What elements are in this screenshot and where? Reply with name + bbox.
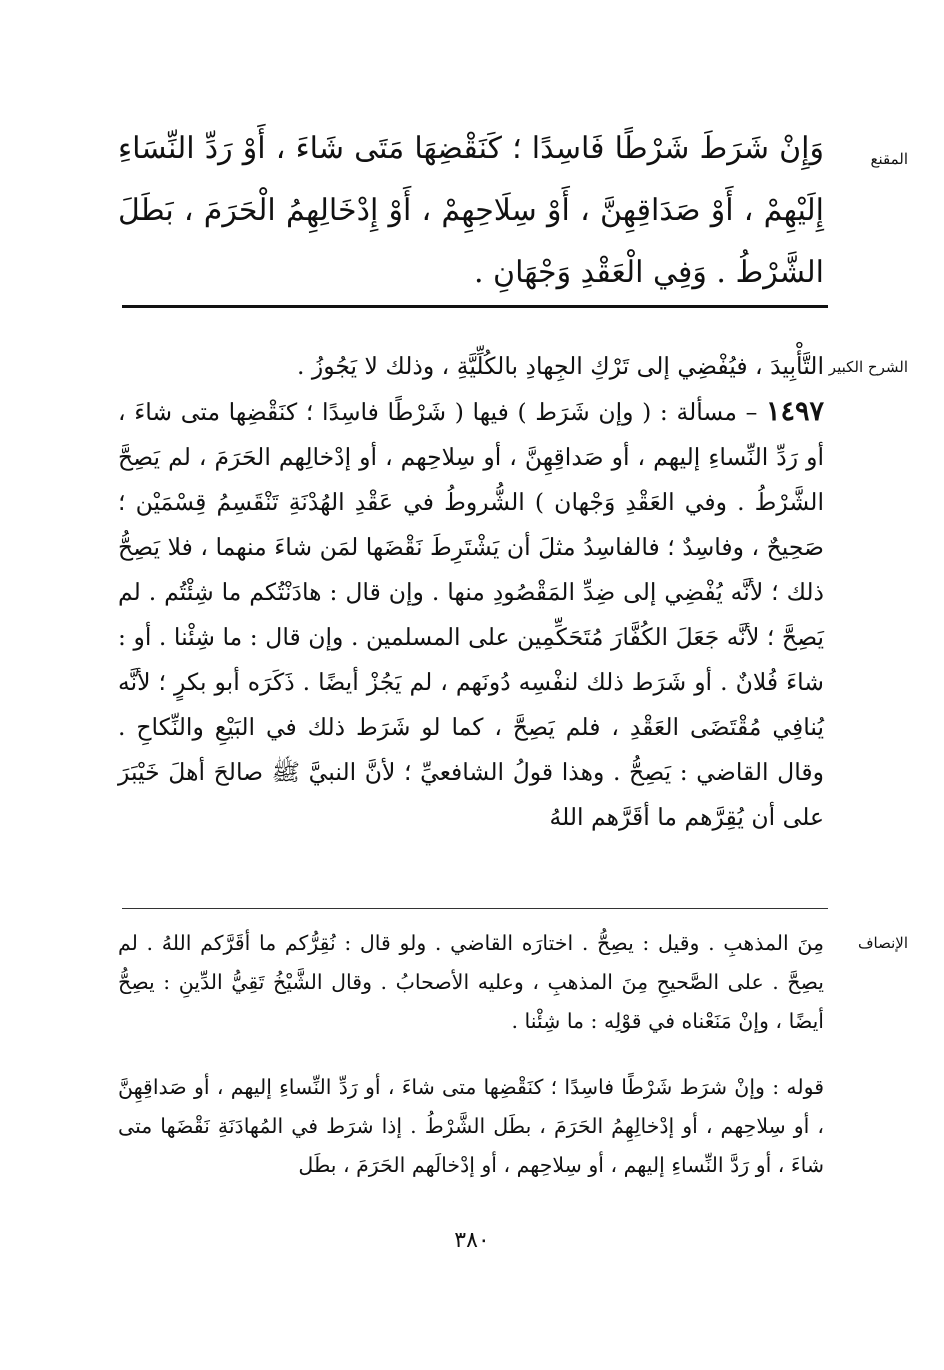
label-sharh: الشرح الكبير	[828, 358, 908, 376]
issue-number: ١٤٩٧	[765, 396, 824, 427]
label-muqni: المقنع	[870, 150, 908, 168]
muqni-text-block	[118, 118, 824, 304]
insaf-paragraph-1: مِنَ المذهبِ . وقيل : يصِحُّ . اختارَه القاضي . ولو قال : نُقِرُّكم ما أقَرَّكم اللهُ . لم يصِحَّ . على الصَّحيحِ مِنَ المذهبِ ، وعليه الأصحابُ . وقال الشَّيْخُ تَقِيُّ الدِّينِ : يصِحُّ أيضًا ، وإنْ مَنَعْناه في قوْلِه : ما شِئْنا .	[118, 931, 824, 1033]
insaf-text-block-1	[118, 924, 824, 1041]
sharh-issue-paragraph	[118, 389, 824, 840]
sharh-opening: التَّأْبِيدَ ، فيُفْضِي إلى تَرْكِ الجِهادِ بالكُلِّيَّةِ ، وذلك لا يَجُوزُ .	[296, 352, 824, 380]
insaf-text-block-2	[118, 1068, 824, 1185]
sharh-text-block	[118, 344, 824, 840]
page-number: ٣٨٠	[454, 1228, 490, 1253]
label-insaf: الإنصاف	[857, 934, 908, 952]
sharh-issue-text: – مسألة : ( وإن شَرَط ) فيها ( شَرْطًا فاسِدًا ؛ كنَقْضِها متى شاءَ ، أو رَدِّ النِّساءِ إليهم ، أو صَداقِهِنَّ ، أو سِلاحِهم ، أو إدْخالِهم الحَرَمَ ، لم يَصِحَّ الشَّرْطُ . وفي العَقْدِ وَجْهان ) الشُّروطُ في عَقْدِ الهُدْنَةِ تَنْقَسِمُ قِسْمَيْن ؛ صَحِيحٌ ، وفاسِدٌ ؛ فالفاسِدُ مثلَ أن يَشْتَرِطَ نَقْضَها لمَن شاءَ منهما ، فلا يَصِحُّ ذلك ؛ لأنَّه يُفْضِي إلى ضِدِّ المَقْصُودِ منها . وإن قال : هادَنْتُكم ما شِئْتُم . لم يَصِحَّ ؛ لأنَّه جَعَلَ الكُفَّارَ مُتَحَكِّمِين على المسلمين . وإن قال : ما شِئْنا . أو : شاءَ فُلانٌ . أو شَرَط ذلك لنفْسِه دُونَهم ، لم يَجُزْ أيضًا . ذَكَرَه أبو بكرٍ ؛ لأنَّه يُنافِي مُقْتَضَى العَقْدِ ، فلم يَصِحَّ ، كما لو شَرَط ذلك في البَيْعِ والنِّكاحِ . وقال القاضي : يَصِحُّ . وهذا قولُ الشافعيِّ ؛ لأنَّ النبيَّ ﷺ صالحَ أهلَ خَيْبَرَ على أن يُقِرَّهم ما أقَرَّهم اللهُ	[118, 398, 824, 831]
insaf-paragraph-2: قوله : وإنْ شرَط شَرْطًا فاسِدًا ؛ كنَقْضِها متى شاءَ ، أو رَدِّ النِّساءِ إليهم ، أو صَداقِهِنَّ ، أو سِلاحِهم ، أو إدْخالِهِمُ الحَرَمَ ، بطَل الشَّرْطُ . إذا شرَط في المُهادَنَةِ نَقْضَها متى شاءَ ، أو رَدَّ النِّساءِ إليهم ، أو سِلاحِهم ، أو إدْخالَهم الحَرَمَ ، بطَل	[118, 1075, 824, 1177]
section-divider-thick	[122, 305, 828, 308]
section-divider-thin	[122, 908, 828, 909]
muqni-paragraph: وَإِنْ شَرَطَ شَرْطًا فَاسِدًا ؛ كَنَقْضِهَا مَتَى شَاءَ ، أَوْ رَدِّ النِّسَاءِ إِلَيْهِمْ ، أَوْ صَدَاقِهِنَّ ، أَوْ سِلَاحِهِمْ ، أَوْ إِدْخَالِهِمُ الْحَرَمَ ، بَطَلَ الشَّرْطُ . وَفِي الْعَقْدِ وَجْهَانِ .	[118, 131, 824, 290]
